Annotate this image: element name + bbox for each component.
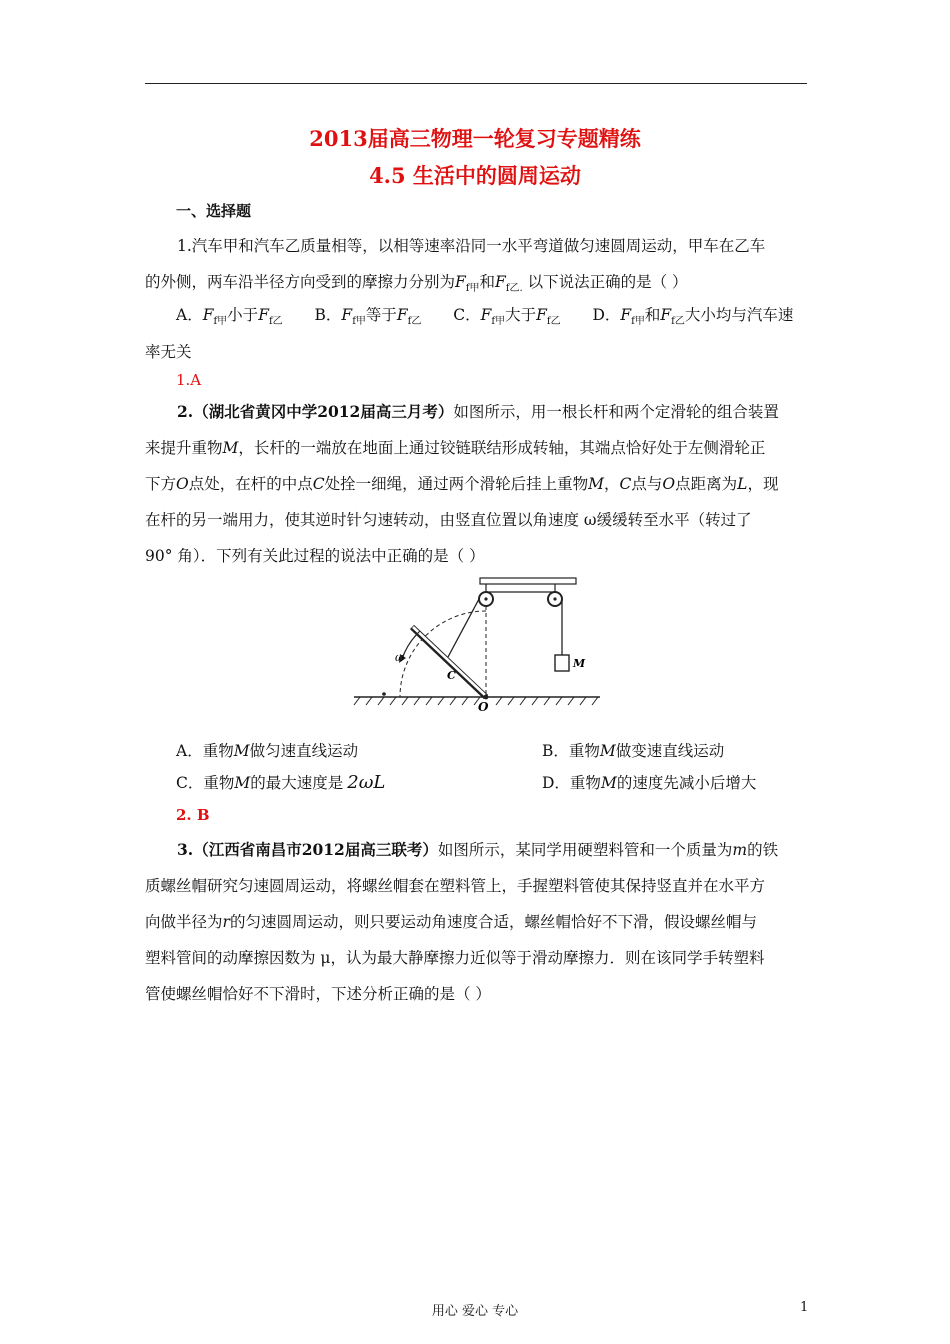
question-1: 1.汽车甲和汽车乙质量相等，以相等速率沿同一水平弯道做匀速圆周运动，甲车在乙车 的外侧，两车沿半径方向受到的摩擦力分别为$F_{f甲}$和$F_{f乙.}$ 以下说法正确的是（ ）	[145, 237, 766, 295]
q1-line1: 1.汽车甲和汽车乙质量相等，以相等速率沿同一水平弯道做匀速圆周运动，甲车在乙车	[177, 237, 766, 255]
q2-option-b: B．重物M做变速直线运动	[542, 742, 725, 760]
weight-M	[555, 655, 569, 671]
q1-options	[176, 303, 793, 327]
q1-option-a: A．$F_{f甲}$小于$F_{f乙}$	[176, 306, 283, 328]
q2-option-d: D．重物M的速度先减小后增大	[542, 774, 757, 792]
q1-option-d-cont: 率无关	[145, 343, 192, 361]
q1-option-c: C．$F_{f甲}$大于$F_{f乙}$	[453, 306, 561, 328]
header-rule	[145, 83, 807, 84]
q2-answer: 2. B	[176, 806, 210, 824]
question-3: 3.（江西省南昌市2012届高三联考）如图所示，某同学用硬塑料管和一个质量为m的铁 质螺丝帽研究匀速圆周运动，将螺丝帽套在塑料管上，手握塑料管使其保持竖直并在水平方 向做半径为r的匀速圆周运动，则只要运动角速度合适，螺丝帽恰好不下滑，假设螺丝帽与 塑料管间的动摩擦因数为 μ，认为最大静摩擦力近似等于滑动摩擦力．则在该同学手转塑料 管使螺丝帽恰好不下滑时，下述分析正确的是（ ）	[145, 840, 779, 1003]
pulley-rod-figure	[352, 575, 602, 715]
document-subtitle: 4.5 生活中的圆周运动	[369, 163, 581, 188]
C-label: C	[447, 669, 456, 682]
q3-source: （江西省南昌市2012届高三联考）	[193, 840, 438, 859]
M-label: M	[573, 657, 586, 670]
O-label: O	[478, 700, 489, 714]
q1-answer: 1.A	[176, 371, 202, 389]
q1-option-b: B．$F_{f甲}$等于$F_{f乙}$	[314, 306, 422, 328]
q2-option-c: C．重物M的最大速度是 2ωL	[176, 772, 386, 793]
footer-slogan: 用心 爱心 专心	[431, 1304, 519, 1319]
ceiling-beam	[480, 578, 576, 584]
page-number: 1	[800, 1300, 809, 1315]
document-title: 2013届高三物理一轮复习专题精练	[309, 126, 641, 151]
q2-source: （湖北省黄冈中学2012届高三月考）	[193, 402, 454, 421]
section-heading: 一、选择题	[176, 202, 252, 220]
q2-option-a: A．重物M做匀速直线运动	[176, 742, 359, 760]
q1-option-d: D．$F_{f甲}$和$F_{f乙}$大小均与汽车速	[592, 306, 794, 328]
omega-label: ω	[395, 651, 404, 664]
question-2: 2.（湖北省黄冈中学2012届高三月考）如图所示，用一根长杆和两个定滑轮的组合装置 来提升重物M，长杆的一端放在地面上通过铰链联结形成转轴，其端点恰好处于左侧滑轮正 下方O点处，在杆的中点C处拴一细绳，通过两个滑轮后挂上重物M，C点与O点距离为L，现 在杆的另一端用力，使其逆时针匀速转动，由竖直位置以角速度 ω缓缓转至水平（转过了 90° 角）．下列有关此过程的说法中正确的是（ ）	[145, 402, 779, 565]
q2-formula: 2ωL	[347, 772, 386, 793]
rope	[448, 599, 479, 657]
